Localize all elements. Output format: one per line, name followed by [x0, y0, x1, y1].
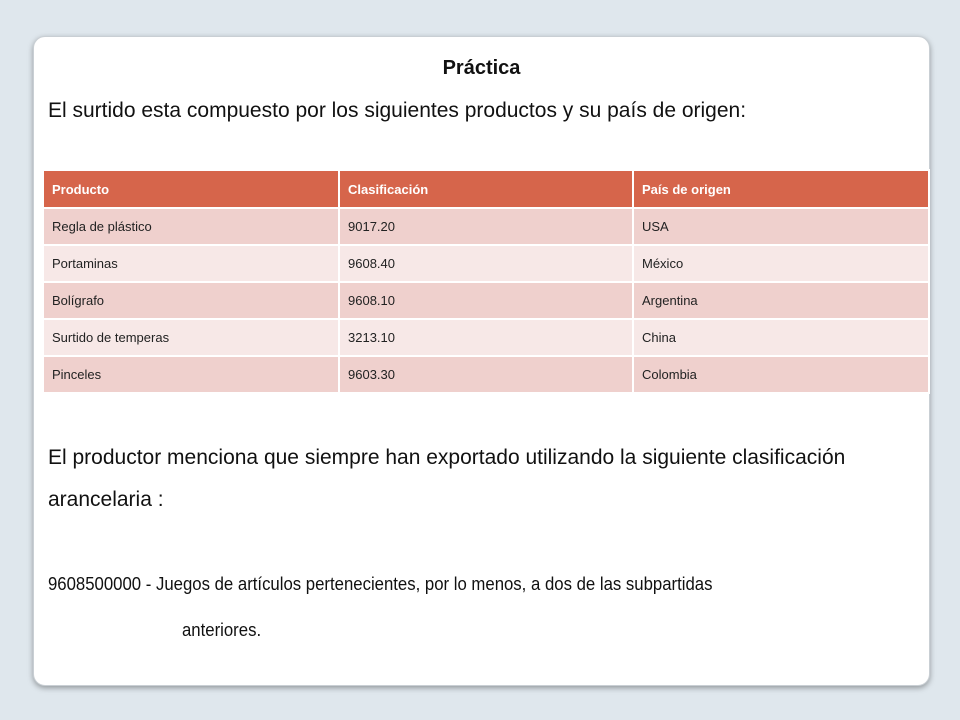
- products-table: [42, 169, 930, 394]
- cell-clasificacion: 9608.10: [339, 282, 633, 319]
- cell-producto: Portaminas: [43, 245, 339, 282]
- header-producto: Producto: [43, 170, 339, 208]
- cell-clasificacion: 9608.40: [339, 245, 633, 282]
- table-row: [43, 245, 929, 282]
- cell-clasificacion: 9603.30: [339, 356, 633, 393]
- page-title: Práctica: [442, 57, 521, 79]
- tariff-code-line: 9608500000 - Juegos de artículos pertenecientes, por lo menos, a dos de las subpartidas: [48, 574, 713, 594]
- cell-pais: Argentina: [633, 282, 929, 319]
- cell-clasificacion: 9017.20: [339, 208, 633, 245]
- table-header-row: [43, 170, 929, 208]
- cell-pais: México: [633, 245, 929, 282]
- table-row: [43, 319, 929, 356]
- header-clasificacion: Clasificación: [339, 170, 633, 208]
- cell-producto: Surtido de temperas: [43, 319, 339, 356]
- table-row: [43, 282, 929, 319]
- cell-pais: Colombia: [633, 356, 929, 393]
- intro-text: El surtido esta compuesto por los siguientes productos y su país de origen:: [48, 99, 747, 122]
- cell-producto: Bolígrafo: [43, 282, 339, 319]
- tariff-code-line-continued: anteriores.: [182, 620, 262, 640]
- cell-pais: China: [633, 319, 929, 356]
- cell-producto: Pinceles: [43, 356, 339, 393]
- table-row: [43, 208, 929, 245]
- exporter-paragraph: El productor menciona que siempre han exportado utilizando la siguiente clasificación arancelaria :: [48, 446, 846, 511]
- cell-pais: USA: [633, 208, 929, 245]
- cell-clasificacion: 3213.10: [339, 319, 633, 356]
- header-pais: País de origen: [633, 170, 929, 208]
- slide-card: [33, 36, 930, 686]
- cell-producto: Regla de plástico: [43, 208, 339, 245]
- table-row: [43, 356, 929, 393]
